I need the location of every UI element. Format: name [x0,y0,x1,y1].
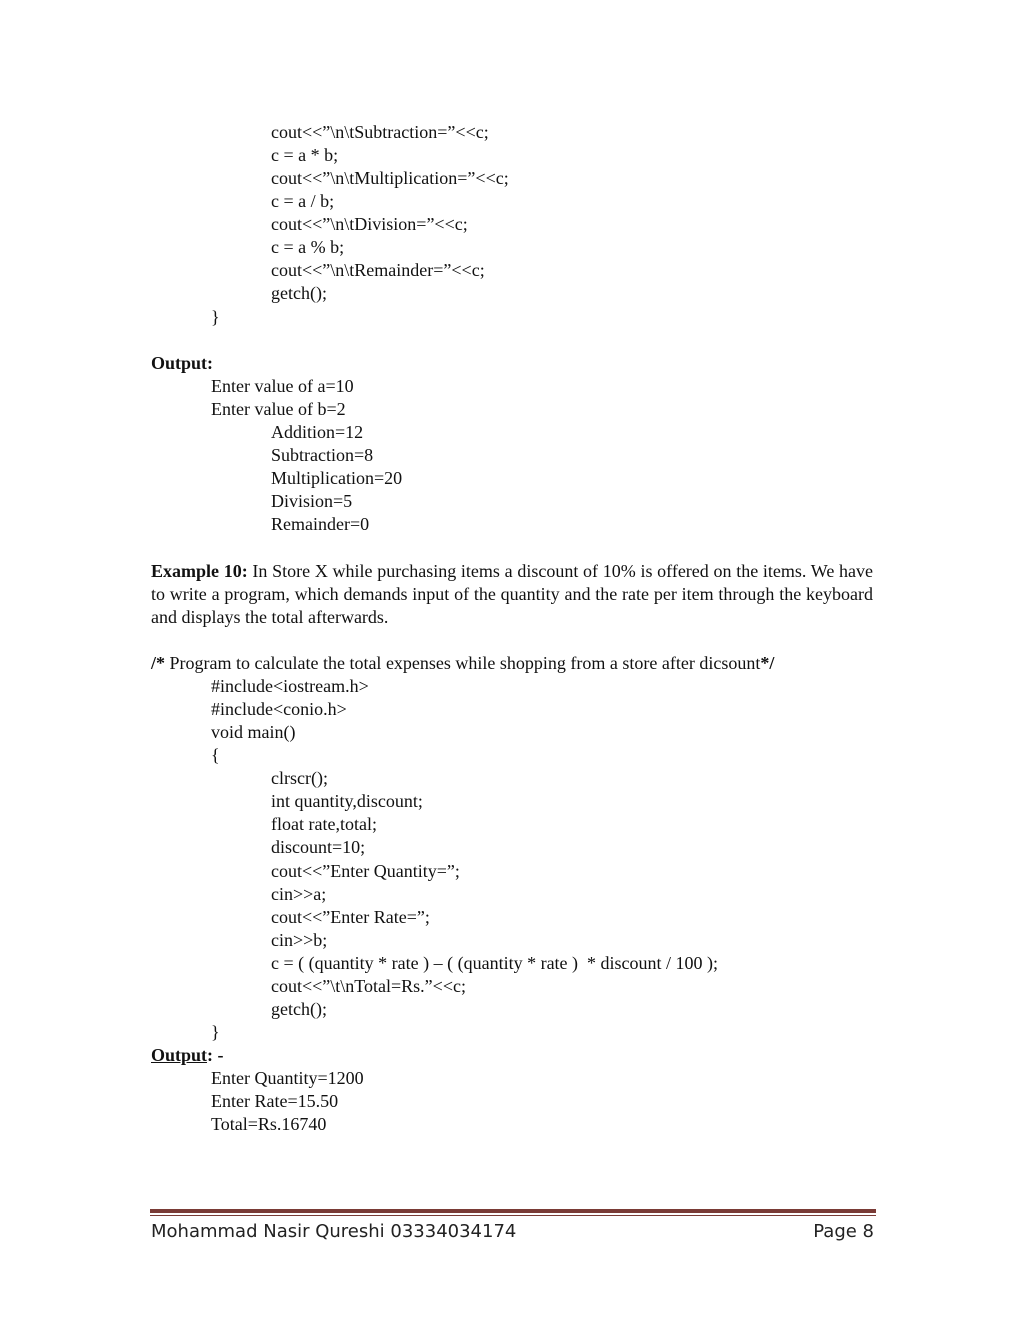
output-line: Enter value of a=10 [211,376,354,396]
output-heading-suffix: : - [207,1045,224,1065]
code-line: cout<<”\n\tMultiplication=”<<c; [271,168,509,188]
code-line: #include<conio.h> [211,699,347,719]
code-line: cout<<”\t\nTotal=Rs.”<<c; [271,976,466,996]
output-heading: Output: [151,353,214,373]
comment-open: /* [151,653,166,673]
code-line: int quantity,discount; [271,791,423,811]
code-line: cin>>a; [271,884,327,904]
code-line: cout<<”\n\tSubtraction=”<<c; [271,122,489,142]
footer-rule-thin [150,1215,876,1216]
footer-rule [150,1209,876,1213]
close-brace: } [211,1022,220,1042]
code-line: void main() [211,722,296,742]
output-line: Addition=12 [271,422,364,442]
output-line: Total=Rs.16740 [211,1114,327,1134]
code-line: #include<iostream.h> [211,676,369,696]
program-comment [151,652,774,675]
footer-author: Mohammad Nasir Qureshi 03334034174 [151,1221,517,1242]
comment-text: Program to calculate the total expenses while shopping from a store after dicsount [165,653,761,673]
example-paragraph [151,560,873,629]
code-line: float rate,total; [271,814,377,834]
code-line: { [211,745,220,765]
output-line: Enter value of b=2 [211,399,346,419]
code-line: c = a % b; [271,237,345,257]
close-brace: } [211,307,220,327]
code-line: cout<<”Enter Quantity=”; [271,861,460,881]
code-line: clrscr(); [271,768,328,788]
code-line: discount=10; [271,837,366,857]
comment-close: */ [760,653,775,673]
example-label: Example 10: [151,561,248,581]
code-line: c = a / b; [271,191,335,211]
output-line: Subtraction=8 [271,445,374,465]
output-line: Division=5 [271,491,353,511]
output-line: Remainder=0 [271,514,370,534]
output-heading [151,1044,224,1067]
code-line: c = ( (quantity * rate ) – ( (quantity * rate ) * discount / 100 ); [271,953,719,973]
code-line: c = a * b; [271,145,339,165]
code-line: getch(); [271,283,327,303]
code-line: getch(); [271,999,327,1019]
code-line: cout<<”\n\tRemainder=”<<c; [271,260,485,280]
example-text: In Store X while purchasing items a discount of 10% is offered on the items. We have to write a program, which demands input of the quantity and the rate per item through the keyboard and displays the total afterwards. [151,561,874,627]
code-line: cout<<”Enter Rate=”; [271,907,430,927]
code-line: cin>>b; [271,930,328,950]
output-line: Enter Quantity=1200 [211,1068,364,1088]
output-line: Enter Rate=15.50 [211,1091,339,1111]
code-line: cout<<”\n\tDivision=”<<c; [271,214,468,234]
output-line: Multiplication=20 [271,468,403,488]
footer-page-number: Page 8 [813,1221,874,1242]
output-heading-text: Output [151,1045,208,1065]
